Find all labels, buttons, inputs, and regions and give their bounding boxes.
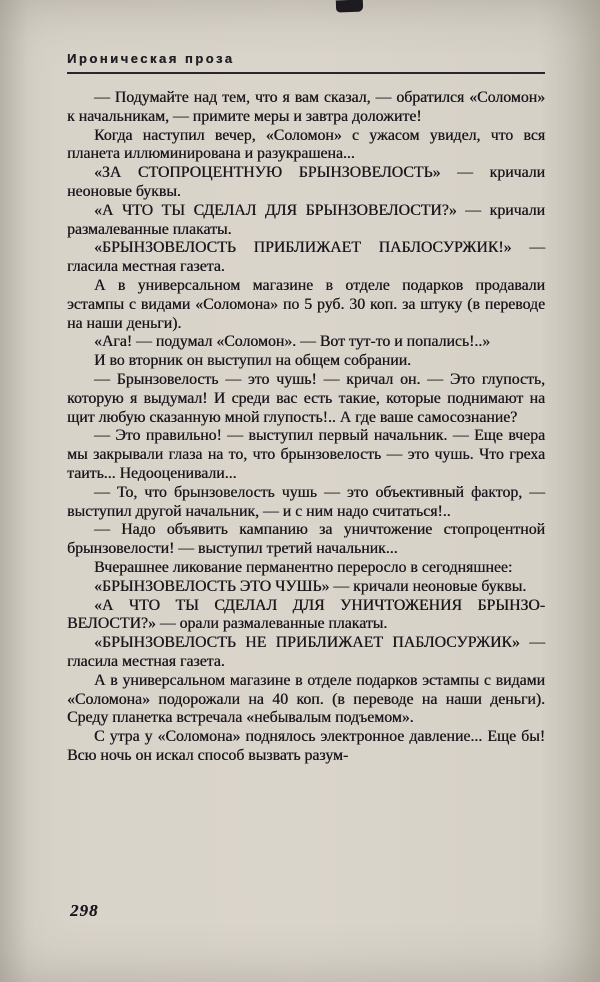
- running-head-title: Ироническая проза: [67, 51, 235, 66]
- paragraph: А в универсальном магазине в отделе подарков эстампы с видами «Соломона» подорожали на 40 коп. (в переводе на наши деньги). Среду планетка встречала «небывалым подъемом».: [67, 671, 545, 727]
- paragraph: «БРЫНЗОВЕЛОСТЬ НЕ ПРИБЛИЖАЕТ ПАБЛОСУРЖИК» — гласила местная газета.: [67, 634, 545, 670]
- paragraph: А в универсальном магазине в отделе подарков продавали эстампы с видами «Соломона» по 5 руб. 30 коп. за штуку (в переводе на наши деньги).: [67, 276, 545, 332]
- paragraph: «ЗА СТОПРОЦЕНТНУЮ БРЫНЗОВЕЛОСТЬ» — кричали неоновые буквы.: [67, 164, 545, 200]
- paragraph: Вчерашнее ликование перманентно переросло в сегодняшнее:: [94, 558, 513, 576]
- paragraph: — Подумайте над тем, что я вам сказал, — обратился «Соломон» к начальникам, — примите меры и завтра доложите!: [67, 89, 545, 125]
- paragraph: — Это правильно! — выступил первый начальник. — Еще вчера мы закрывали глаза на то, что брынзовелость — это чушь. Что греха таить... Недооценивали...: [67, 427, 545, 482]
- page-number: 298: [70, 901, 99, 920]
- text-block: [67, 89, 545, 766]
- paragraph: «Ага! — подумал «Соломон». — Вот тут-то и попались!..»: [94, 333, 491, 351]
- paragraph: С утра у «Соломона» поднялось электронное давление... Еще бы! Всю ночь он искал способ вызвать разум-: [67, 728, 545, 764]
- scan-artifact: [336, 0, 363, 12]
- paragraph: Когда наступил вечер, «Соломон» с ужасом увидел, что вся планета иллюминирована и разукрашена...: [67, 126, 545, 163]
- paragraph: «А ЧТО ТЫ СДЕЛАЛ ДЛЯ УНИЧТОЖЕНИЯ БРЫНЗОВЕЛОСТИ?» — орали размалеванные плакаты.: [67, 596, 545, 633]
- paragraph: — Надо объявить кампанию за уничтожение стопроцентной брынзовелости! — выступил третий начальник...: [67, 521, 545, 558]
- page-header: [67, 50, 545, 74]
- paragraph: — Брынзовелость — это чушь! — кричал он. — Это глупость, которую я выдумал! И среди вас есть такие, которые поднимают на щит любую сказанную мной глупость!.. А где ваше самосознание?: [67, 370, 545, 426]
- paragraph: «БРЫНЗОВЕЛОСТЬ ПРИБЛИЖАЕТ ПАБЛОСУРЖИК!» — гласила местная газета.: [67, 239, 545, 276]
- paragraph: «БРЫНЗОВЕЛОСТЬ ЭТО ЧУШЬ» — кричали неоновые буквы.: [94, 577, 527, 595]
- header-rule: [67, 72, 545, 74]
- paragraph: И во вторник он выступил на общем собрании.: [94, 352, 412, 370]
- paragraph: — То, что брынзовелость чушь — это объективный фактор, — выступил другой начальник, — и с ним надо считаться!..: [67, 483, 545, 520]
- paragraph: «А ЧТО ТЫ СДЕЛАЛ ДЛЯ БРЫНЗОВЕЛОСТИ?» — кричали размалеванные плакаты.: [67, 201, 545, 238]
